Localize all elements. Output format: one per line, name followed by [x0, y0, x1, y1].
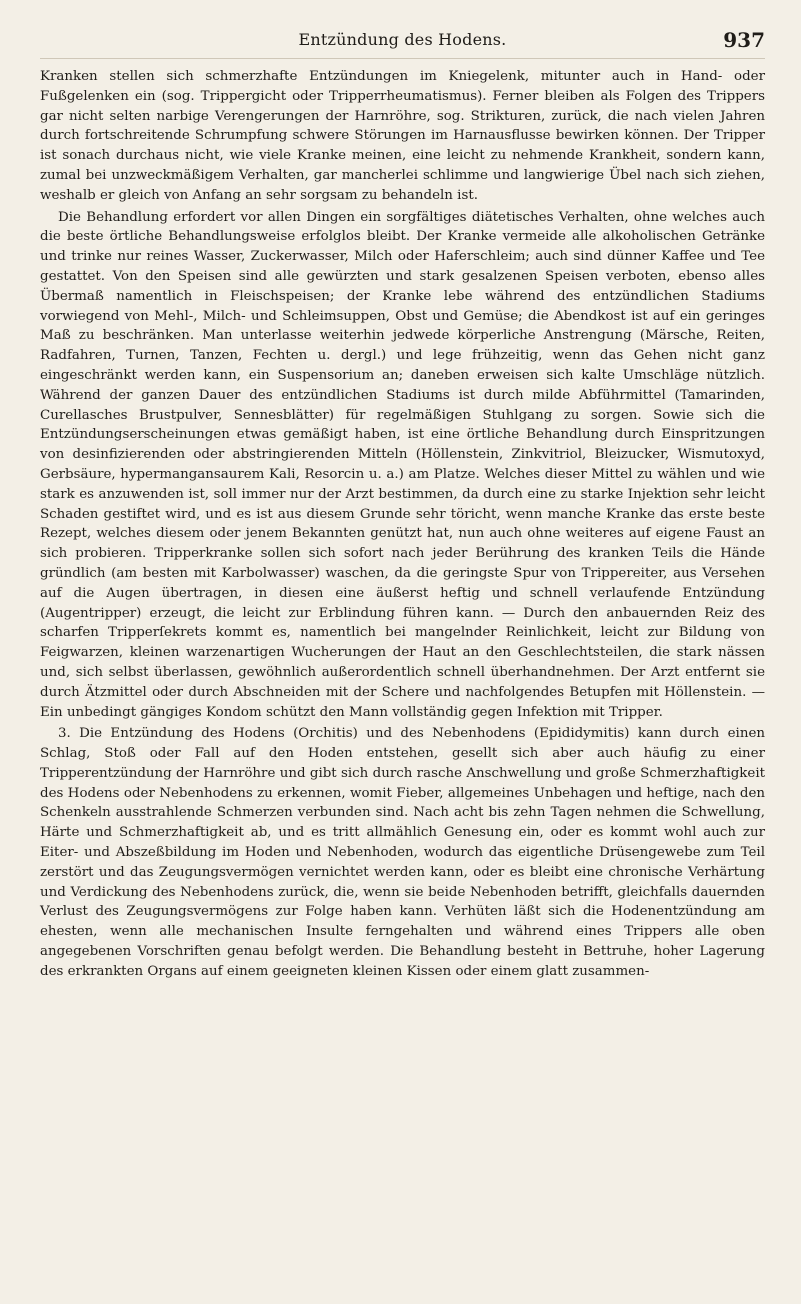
page-header	[40, 28, 765, 59]
paragraph-complications: Kranken stellen sich schmerzhafte Entzündungen im Kniegelenk, mitunter auch in Hand- oder Fußgelenken ein (sog. Trippergicht oder Tripperrheumatismus). Ferner bleiben als Folgen des Trippers gar nicht selten narbige Verengerungen der Harnröhre, sog. Strikturen, zurück, die nach vielen Jahren durch fortschreitende Schrumpfung schwere Störungen im Harnausflusse bewirken können. Der Tripper ist sonach durchaus nicht, wie viele Kranke meinen, eine leicht zu nehmende Krankheit, sondern kann, zumal bei unzweckmäßigem Verhalten, gar mancherlei schlimme und langwierige Übel nach sich ziehen, weshalb er gleich von Anfang an sehr sorgsam zu behandeln ist.	[40, 69, 765, 203]
paragraph-treatment: Die Behandlung erfordert vor allen Dingen ein sorgfältiges diätetisches Verhalten, ohne welches auch die beste örtliche Behandlungsweise erfolglos bleibt. Der Kranke vermeide alle alkoholischen Getränke und trinke nur reines Wasser, Zuckerwasser, Milch oder Haferschleim; auch sind dünner Kaffee und Tee gestattet. Von den Speisen sind alle gewürzten und stark gesalzenen Speisen verboten, ebenso alles Übermaß namentlich in Fleischspeisen; der Kranke lebe während des entzündlichen Stadiums vorwiegend von Mehl-, Milch- und Schleimsuppen, Obst und Gemüse; die Abendkost ist auf ein geringes Maß zu beschränken. Man unterlasse weiterhin jedwede körperliche Anstrengung (Märsche, Reiten, Radfahren, Turnen, Tanzen, Fechten u. dergl.) und lege frühzeitig, wenn das Gehen nicht ganz eingeschränkt werden kann, ein Suspensorium an; daneben erweisen sich kalte Umschläge nützlich. Während der ganzen Dauer des entzündlichen Stadiums ist durch milde Abführmittel (Tamarinden, Curellasches Brustpulver, Sennesblätter) für regelmäßigen Stuhlgang zu sorgen. Sowie sich die Entzündungserscheinungen etwas gemäßigt haben, ist eine örtliche Behandlung durch Einspritzungen von desinfizierenden oder abstringierenden Mitteln (Höllenstein, Zinkvitriol, Bleizucker, Wismutoxyd, Gerbsäure, hypermangansaurem Kali, Resorcin u. a.) am Platze. Welches dieser Mittel zu wählen und wie stark es anzuwenden ist, soll immer nur der Arzt bestimmen, da durch eine zu starke Injektion sehr leicht Schaden gestiftet wird, und es ist aus diesem Grunde sehr töricht, wenn manche Kranke das erste beste Rezept, welches diesem oder jenem Bekannten genützt hat, nun auch ohne weiteres auf eigene Faust an sich probieren. Tripperkranke sollen sich sofort nach jeder Berührung des kranken Teils die Hände gründlich (am besten mit Karbolwasser) waschen, da die geringste Spur von Trippereiter, aus Versehen auf die Augen übertragen, in diesen eine äußerst heftig und schnell verlaufende Entzündung (Augentripper) erzeugt, die leicht zur Erblindung führen kann. — Durch den anbauernden Reiz des scharfen Tripperſekrets kommt es, namentlich bei mangelnder Reinlichkeit, leicht zur Bildung von Feigwarzen, kleinen warzenartigen Wucherungen der Haut an den Geschlechtsteilen, die stark nässen und, sich selbst überlassen, gewöhnlich außerordentlich schnell überhandnehmen. Der Arzt entfernt sie durch Ätzmittel oder durch Abschneiden mit der Schere und nachfolgendes Betupfen mit Höllenstein. — Ein unbedingt gängiges Kondom schützt den Mann vollständig gegen Infektion mit Tripper.	[40, 209, 765, 720]
running-head: Entzündung des Hodens.	[298, 30, 507, 49]
page-number: 937	[723, 28, 765, 52]
body-text	[40, 67, 765, 982]
paragraph-orchitis: 3. Die Entzündung des Hodens (Orchitis) und des Nebenhodens (Epididymitis) kann durch einen Schlag, Stoß oder Fall auf den Hoden entstehen, gesellt sich aber auch häufig zu einer Tripperentzündung der Harnröhre und gibt sich durch rasche Anschwellung und große Schmerzhaftigkeit des Hodens oder Nebenhodens zu erkennen, womit Fieber, allgemeines Unbehagen und heftige, nach den Schenkeln ausstrahlende Schmerzen verbunden sind. Nach acht bis zehn Tagen nehmen die Schwellung, Härte und Schmerzhaftigkeit ab, und es tritt allmählich Genesung ein, oder es kommt wohl auch zur Eiter- und Abszeßbildung im Hoden und Nebenhoden, wodurch das eigentliche Drüsengewebe zum Teil zerstört und das Zeugungsvermögen vernichtet werden kann, oder es bleibt eine chronische Verhärtung und Verdickung des Nebenhodens zurück, die, wenn sie beide Nebenhoden betrifft, gleichfalls dauernden Verlust des Zeugungsvermögens zur Folge haben kann. Verhüten läßt sich die Hodenentzündung am ehesten, wenn alle mechanischen Insulte ferngehalten und während eines Trippers alle oben angegebenen Vorschriften genau befolgt werden. Die Behandlung besteht in Bettruhe, hoher Lagerung des erkrankten Organs auf einem geeigneten kleinen Kissen oder einem glatt zusammen-	[40, 726, 765, 979]
